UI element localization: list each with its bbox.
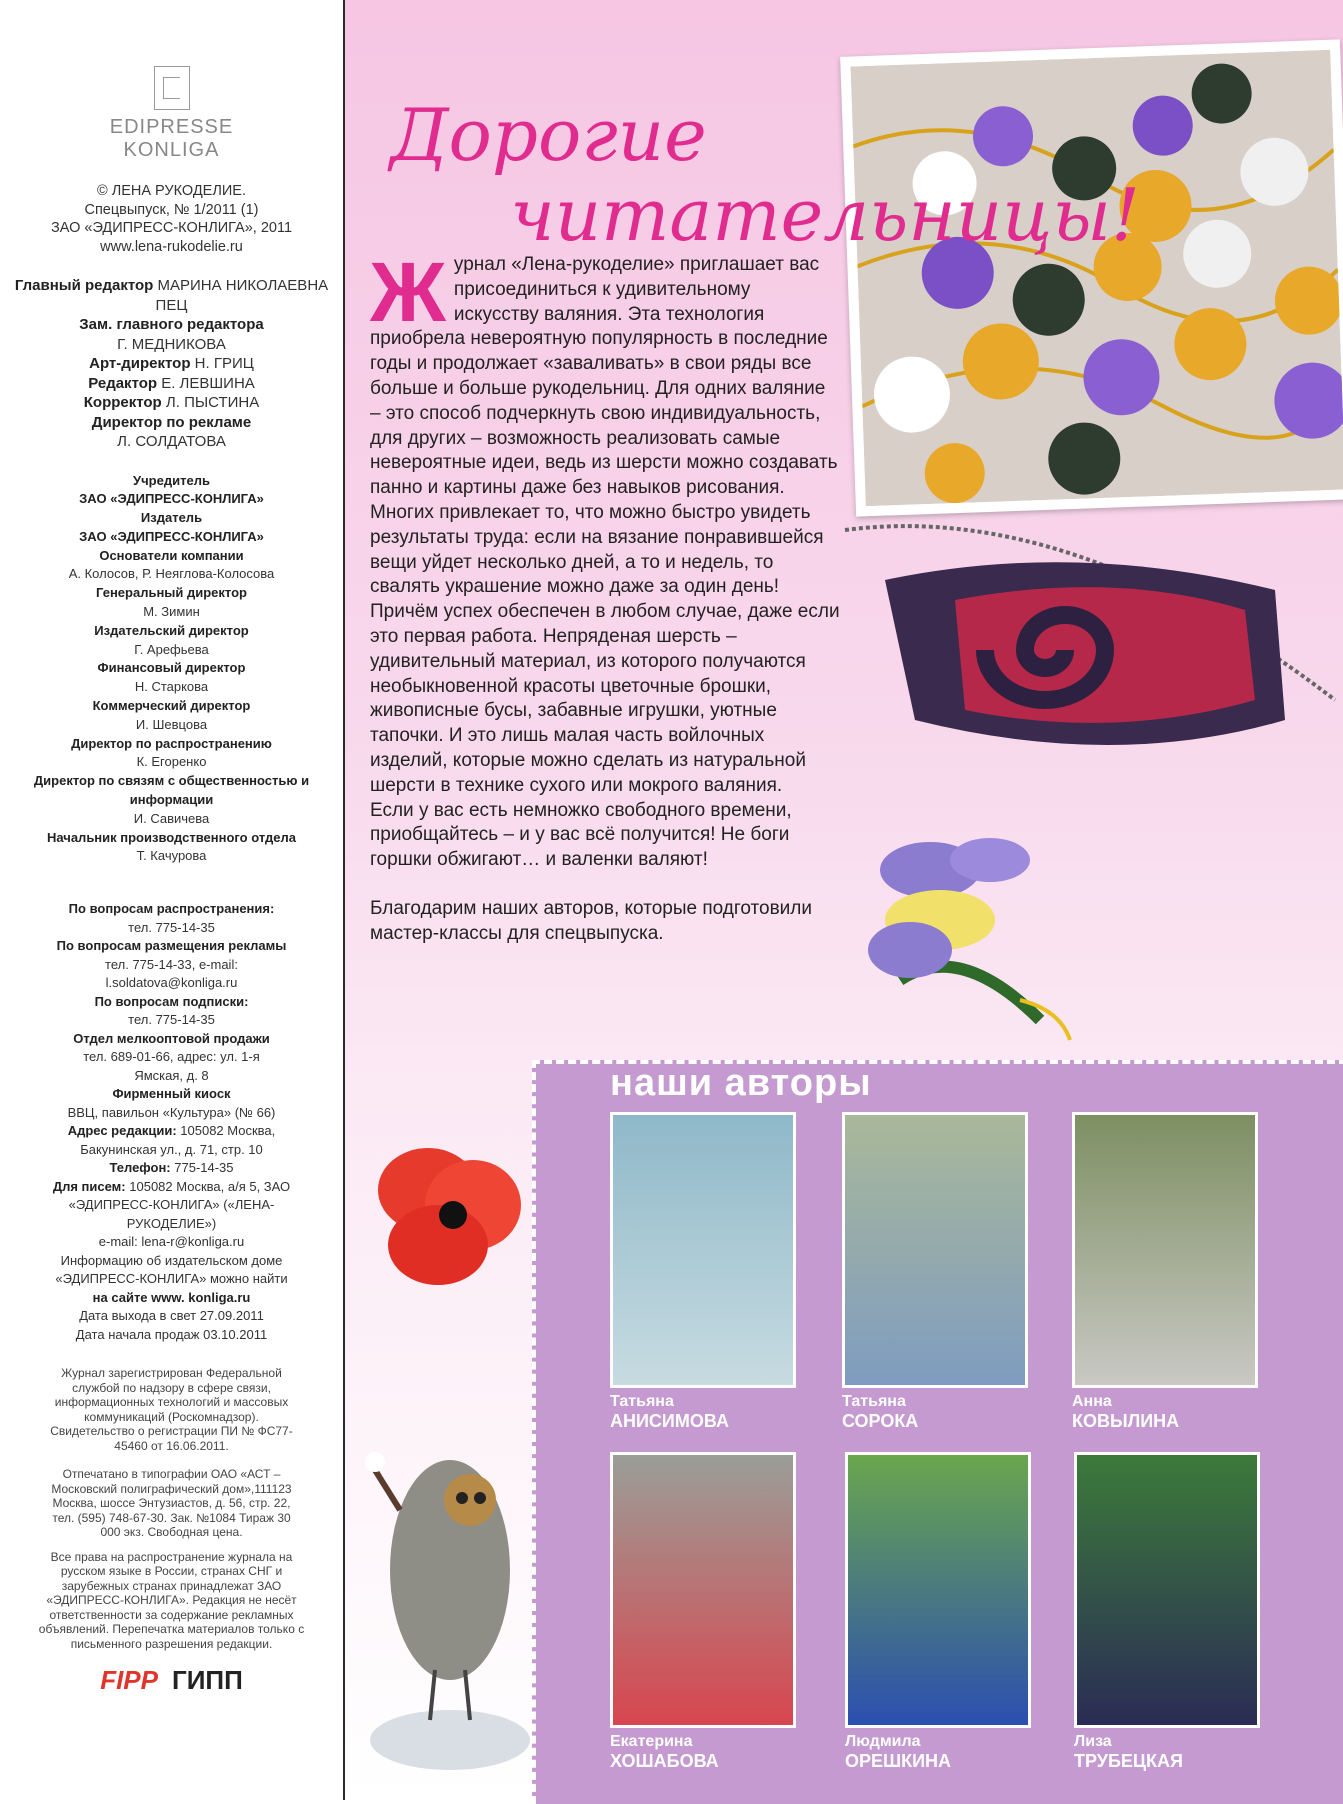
company-block (0, 472, 343, 867)
contact-label: По вопросам распространения: (68, 901, 275, 917)
staff-role: Главный редактор (14, 277, 154, 294)
felt-poppy-icon (368, 1130, 528, 1300)
company-name: И. Савичева (133, 810, 210, 826)
author-photo (1074, 1452, 1260, 1728)
staff-role: Зам. главного редактора (79, 316, 264, 333)
staff-name: Н. ГРИЦ (194, 355, 254, 372)
author-photo (845, 1452, 1031, 1728)
company-role: Коммерческий директор (92, 698, 251, 714)
felt-owl-toy-icon (350, 1400, 530, 1780)
partner-logos (0, 1665, 343, 1696)
author-card (842, 1112, 1028, 1431)
company-role: Учредитель (133, 472, 210, 488)
drop-cap: Ж (370, 245, 446, 339)
staff-role: Директор по рекламе (91, 413, 252, 431)
company-name: Г. Арефьева (134, 641, 209, 657)
address-text: 775-14-35 (174, 1160, 234, 1176)
author-card (1074, 1452, 1260, 1771)
author-first-name: Лиза (1074, 1733, 1112, 1750)
contact-label: По вопросам подписки: (94, 993, 249, 1009)
title-line-2: читательницы! (510, 173, 1140, 257)
company-role: Директор по связям с общественностью и информации (33, 773, 310, 808)
company-role: Финансовый директор (97, 660, 246, 676)
author-photo (610, 1452, 796, 1728)
sale-date: Дата начала продаж 03.10.2011 (75, 1326, 268, 1342)
staff-name: Г. МЕДНИКОВА (117, 335, 226, 353)
company-role: Издатель (140, 510, 203, 526)
company-name: А. Колосов, Р. Неяглова-Колосова (68, 566, 275, 582)
author-first-name: Екатерина (610, 1733, 693, 1750)
company-role: Генеральный директор (96, 585, 247, 601)
copyright-line: © ЛЕНА РУКОДЕЛИЕ. (96, 183, 246, 199)
felt-flower-brooch-icon (840, 800, 1080, 1060)
fipp-logo: FIPP (100, 1665, 158, 1696)
author-card (610, 1112, 796, 1431)
author-last-name: ОРЕШКИНА (845, 1751, 952, 1771)
company-name: И. Шевцова (135, 716, 208, 732)
address-label: Телефон: (109, 1160, 171, 1176)
contacts-block (0, 900, 343, 1344)
staff-name: МАРИНА НИКОЛАЕВНА ПЕЦ (155, 277, 329, 314)
contact-text: ВВЦ, павильон «Культура» (№ 66) (67, 1104, 276, 1120)
company-role: Начальник производственного отдела (46, 829, 296, 845)
author-photo (1072, 1112, 1258, 1388)
company-role: Директор по распространению (71, 735, 272, 751)
edipresse-logo-icon (154, 66, 190, 110)
legal-2: Отпечатано в типографии ОАО «АСТ – Московский полиграфический дом»,111123 Москва, шоссе Энтузиастов, д. 56, стр. 22, тел. (595) 748-67-30. Зак. №1084 Тираж 30 000 экз. Свободная цена. (51, 1467, 292, 1540)
contact-label: Фирменный киоск (112, 1086, 231, 1102)
staff-role: Редактор (88, 374, 158, 392)
editorial-staff (0, 276, 343, 452)
author-last-name: СОРОКА (842, 1411, 919, 1431)
author-first-name: Татьяна (610, 1393, 674, 1410)
company-name: Т. Качурова (136, 848, 207, 864)
company-role: Основатели компании (99, 547, 244, 563)
article-paragraph-2: Если у вас есть немножко свободного времени, приобщайтесь – и у вас всё получится! Не боги горшки обжигают… и валенки валяют! (370, 799, 792, 871)
company-name: ЗАО «ЭДИПРЕСС-КОНЛИГА» (79, 528, 264, 544)
company-name: ЗАО «ЭДИПРЕСС-КОНЛИГА» (79, 491, 264, 507)
logo-top: EDIPRESSE (109, 116, 234, 138)
address-label: Для писем: (52, 1178, 126, 1194)
masthead-column (0, 0, 343, 1800)
contact-label: Отдел мелкооптовой продажи (73, 1030, 270, 1046)
company-role: Издательский директор (94, 622, 249, 638)
author-card (845, 1452, 1031, 1771)
copyright-line: www.lena-rukodelie.ru (100, 238, 243, 255)
staff-name: Л. СОЛДАТОВА (117, 433, 226, 450)
author-first-name: Людмила (845, 1733, 921, 1750)
article-paragraph-3: Благодарим наших авторов, которые подготовили мастер-классы для спецвыпуска. (370, 897, 812, 944)
address-text: 105082 Москва, а/я 5, ЗАО «ЭДИПРЕСС-КОНЛИГА» («ЛЕНА-РУКОДЕЛИЕ») (68, 1178, 291, 1231)
author-first-name: Анна (1072, 1393, 1112, 1410)
legal-1: Журнал зарегистрирован Федеральной службой по надзору в сфере связи, информационных технологий и массовых коммуникаций (Роскомнадзор). Свидетельство о регистрации ПИ № ФС77-45460 от 16.06.2011. (50, 1366, 293, 1453)
company-name: Н. Старкова (134, 679, 209, 695)
article-body (370, 245, 840, 947)
copyright-block (0, 182, 343, 256)
author-card (610, 1452, 796, 1771)
staff-role: Арт-директор (89, 355, 191, 372)
staff-role: Корректор (83, 394, 162, 411)
company-name: М. Зимин (143, 604, 200, 620)
logo-bottom: KONLIGA (123, 139, 220, 161)
info-line: Информацию об издательском доме «ЭДИПРЕСС-КОНЛИГА» можно найти (55, 1252, 288, 1287)
author-photo (842, 1112, 1028, 1388)
contact-text: тел. 775-14-35 (128, 1012, 215, 1028)
address-text: 105082 Москва, Бакунинская ул., д. 71, стр. 10 (80, 1123, 276, 1157)
page-title (390, 95, 1140, 255)
author-last-name: КОВЫЛИНА (1072, 1411, 1180, 1431)
contact-text: тел. 689-01-66, адрес: ул. 1-я Ямская, д. 8 (83, 1049, 260, 1083)
contact-text: тел. 775-14-33, e-mail: l.soldatova@konliga.ru (105, 956, 238, 991)
email-line: e-mail: lena-r@konliga.ru (98, 1234, 245, 1250)
felt-bag-icon (815, 520, 1343, 780)
staff-name: Л. ПЫСТИНА (165, 394, 260, 411)
author-photo (610, 1112, 796, 1388)
staff-name: Е. ЛЕВШИНА (161, 374, 255, 392)
article-paragraph-1: урнал «Лена-рукоделие» приглашает вас присоединиться к удивительному искусству валяния. Эта технология приобрела невероятную популярность в последние годы и продолжает «заваливать» в свои ряды все больше и больше рукодельниц. Для одних валяние – это способ подчеркнуть свою индивидуальность, для других – возможность реализовать самые невероятные идеи, ведь из шерсти можно создавать панно и картины даже без навыков рисования. Многих привлекает то, что можно быстро увидеть результаты труда: если на вязание понравившейся вещи уйдет несколько дней, а то и недель, то свалять украшение можно даже за один день! Причём успех обеспечен в любом случае, даже если это первая работа. Непряденая шерсть – удивительный материал, из которого получаются необыкновенной красоты цветочные брошки, живописные бусы, забавные игрушки, уютные тапочки. И это лишь малая часть войлочных изделий, которые можно сделать из натуральной шерсти в технике сухого или мокрого валяния. (370, 254, 840, 796)
author-last-name: ХОШАБОВА (610, 1751, 719, 1771)
copyright-line: Спецвыпуск, № 1/2011 (1) (84, 201, 259, 218)
authors-title: наши авторы (610, 1062, 872, 1104)
author-card (1072, 1112, 1258, 1431)
contact-label: По вопросам размещения рекламы (56, 938, 287, 954)
contact-text: тел. 775-14-35 (128, 919, 215, 935)
gipp-logo: ГИПП (171, 1665, 243, 1696)
copyright-line: ЗАО «ЭДИПРЕСС-КОНЛИГА», 2011 (50, 220, 293, 236)
release-date: Дата выхода в свет 27.09.2011 (79, 1308, 264, 1324)
author-last-name: ТРУБЕЦКАЯ (1074, 1751, 1183, 1771)
site-line: на сайте www. konliga.ru (92, 1289, 251, 1305)
author-first-name: Татьяна (842, 1393, 906, 1410)
address-label: Адрес редакции: (67, 1123, 177, 1139)
legal-3: Все права на распространение журнала на русском языке в России, странах СНГ и зарубежных странах принадлежат ЗАО «ЭДИПРЕСС-КОНЛИГА». Редакция не несёт ответственности за содержание рекламных объявлений. Перепечатка материалов только с письменного разрешения редакции. (38, 1549, 305, 1651)
company-name: К. Егоренко (136, 754, 207, 770)
title-line-1: Дорогие (390, 93, 707, 177)
author-last-name: АНИСИМОВА (610, 1411, 729, 1431)
